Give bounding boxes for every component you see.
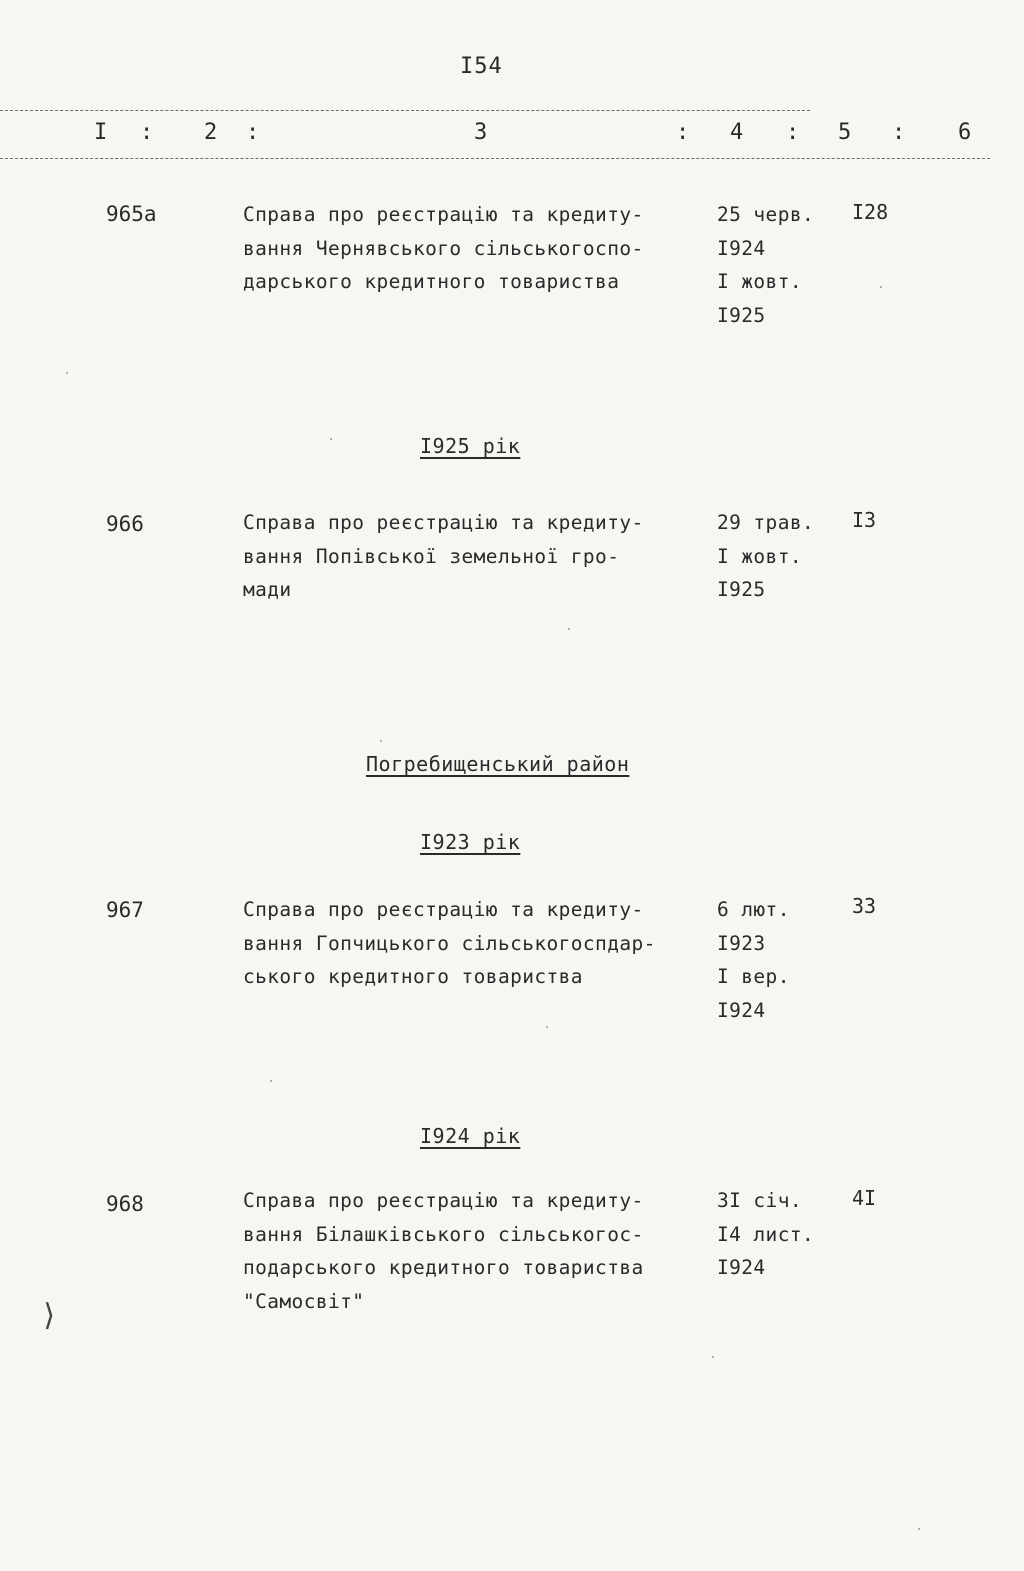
date-line: I4 лист. [717, 1222, 815, 1246]
col-header-1: I [94, 120, 108, 145]
year-heading: I925 рік [420, 434, 521, 458]
date-line: I жовт. [717, 270, 802, 293]
district-heading: Погребищенський район [366, 752, 630, 776]
year-heading: I924 рік [420, 1124, 521, 1148]
col-header-3: 3 [474, 120, 488, 145]
date-line: I924 [717, 236, 766, 260]
scan-speck [918, 1528, 920, 1530]
date-line: I925 [717, 303, 766, 327]
year-heading: I923 рік [420, 830, 521, 854]
scan-speck [546, 1026, 548, 1028]
date-line: 3I січ. [717, 1189, 802, 1212]
entry-dates [717, 198, 814, 332]
description-line: дарського кредитного товариства [243, 270, 620, 293]
scan-speck [270, 1080, 272, 1082]
description-line: вання Гопчицького сільськогоспдар- [243, 931, 656, 955]
col-separator: : [140, 120, 154, 145]
col-separator: : [892, 120, 906, 145]
col-separator: : [246, 120, 260, 145]
col-header-5: 5 [838, 120, 852, 145]
date-line: I924 [717, 1256, 766, 1279]
description-line: мади [243, 578, 292, 601]
description-line: "Самосвіт" [243, 1289, 365, 1313]
col-header-6: 6 [958, 120, 972, 145]
description-line: ського кредитного товариства [243, 965, 583, 988]
description-line: вання Білашківського сільськогос- [243, 1222, 644, 1246]
description-line: Справа про реєстрацію та кредиту- [243, 1189, 644, 1212]
date-line: I924 [717, 998, 766, 1022]
header-rule-top [0, 110, 810, 111]
date-line: I925 [717, 578, 766, 601]
col-header-4: 4 [730, 120, 744, 145]
col-header-2: 2 [204, 120, 218, 145]
entry-description [243, 198, 644, 299]
description-line: Справа про реєстрацію та кредиту- [243, 898, 644, 921]
description-line: вання Попівської земельної гро- [243, 544, 620, 568]
scan-speck [66, 372, 68, 374]
description-line: Справа про реєстрацію та кредиту- [243, 511, 644, 534]
date-line: I923 [717, 931, 766, 955]
entry-number: 967 [106, 898, 144, 922]
entry-number: 968 [106, 1192, 144, 1216]
date-line: 6 лют. [717, 898, 790, 921]
description-line: вання Чернявського сільськогоспо- [243, 236, 644, 260]
scan-speck [380, 740, 382, 742]
description-line: подарського кредитного товариства [243, 1256, 644, 1279]
entry-sheet-count: 4I [852, 1186, 877, 1210]
entry-description [243, 506, 644, 607]
entry-number: 965a [106, 202, 157, 226]
date-line: 29 трав. [717, 511, 815, 534]
scan-speck [568, 628, 570, 630]
header-rule-bottom [0, 158, 990, 159]
entry-sheet-count: I28 [852, 200, 889, 224]
entry-dates [717, 1184, 814, 1285]
scan-speck [880, 286, 882, 288]
entry-dates [717, 893, 790, 1027]
entry-sheet-count: I3 [852, 508, 877, 532]
description-line: Справа про реєстрацію та кредиту- [243, 203, 644, 226]
page-number: I54 [460, 54, 503, 79]
col-separator: : [786, 120, 800, 145]
scan-speck [330, 438, 332, 440]
entry-number: 966 [106, 512, 144, 536]
date-line: I вер. [717, 965, 790, 988]
date-line: 25 черв. [717, 203, 815, 226]
date-line: I жовт. [717, 544, 802, 568]
margin-brace-mark: ⟩ [40, 1298, 59, 1333]
entry-dates [717, 506, 814, 607]
entry-description [243, 893, 656, 994]
entry-sheet-count: 33 [852, 894, 877, 918]
scan-speck [712, 1356, 714, 1358]
entry-description [243, 1184, 644, 1318]
col-separator: : [676, 120, 690, 145]
